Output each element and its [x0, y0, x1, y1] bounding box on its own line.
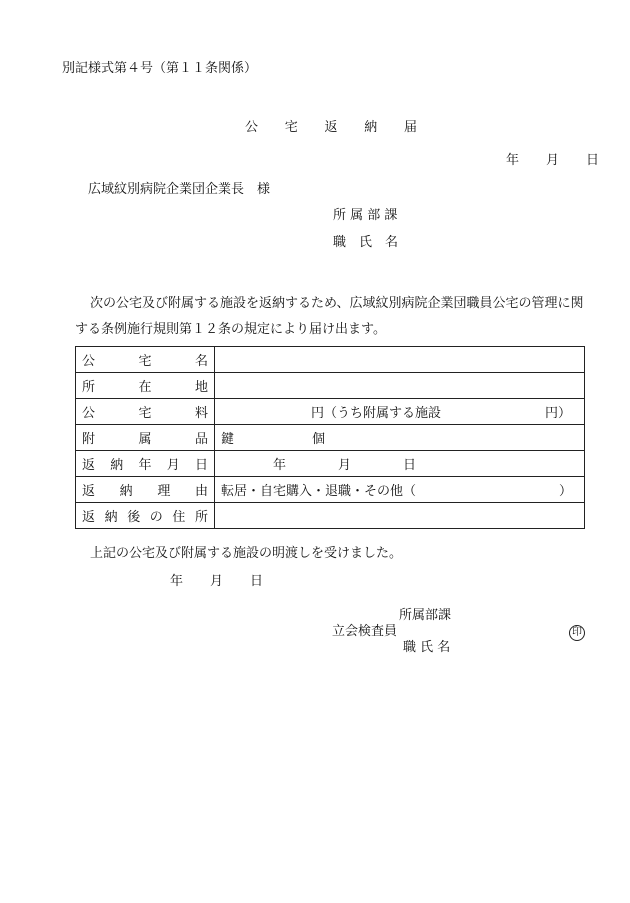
row-value[interactable]: 転居・自宅購入・退職・その他（ ） [215, 477, 585, 503]
table-row [76, 347, 585, 373]
row-label: 返 納 年 月 日 [76, 451, 215, 477]
title-char: 宅 [284, 120, 298, 135]
applicant-dept-label: 所 属 部 課 [333, 208, 398, 223]
table-row [76, 425, 585, 451]
row-label: 所 在 地 [76, 373, 215, 399]
inspector-dept-label: 所属部課 [399, 608, 452, 623]
row-label: 附 属 品 [76, 425, 215, 451]
form-title [245, 116, 417, 135]
row-label: 公 宅 名 [76, 347, 215, 373]
title-char: 届 [403, 120, 417, 135]
row-value[interactable]: 鍵 個 [215, 425, 585, 451]
table-row [76, 477, 585, 503]
form-number: 別記様式第４号（第１１条関係） [62, 61, 258, 76]
addressee: 広域紋別病院企業団企業長 様 [88, 182, 271, 197]
table-row [76, 373, 585, 399]
row-value[interactable] [215, 373, 585, 399]
intro-text-line2: する条例施行規則第１２条の規定により届け出ます。 [75, 322, 386, 337]
seal-mark: 印 [569, 625, 585, 641]
row-value[interactable] [215, 347, 585, 373]
title-char: 公 [245, 120, 259, 135]
row-value[interactable]: 円（うち附属する施設 円） [215, 399, 585, 425]
row-label: 公 宅 料 [76, 399, 215, 425]
inspector-name-label: 職 氏 名 [403, 640, 451, 655]
return-form-table [75, 346, 585, 529]
table-row [76, 451, 585, 477]
row-label: 返 納 後 の 住 所 [76, 503, 215, 529]
table-row [76, 503, 585, 529]
date-year: 年 [506, 153, 520, 168]
confirmation-text: 上記の公宅及び附属する施設の明渡しを受けました。 [90, 546, 403, 561]
title-char: 納 [364, 120, 378, 135]
intro-text-line1: 次の公宅及び附属する施設を返納するため、広域紋別病院企業団職員公宅の管理に関 [90, 296, 584, 311]
date-day: 日 [250, 574, 264, 589]
row-label: 返 納 理 由 [76, 477, 215, 503]
date-year: 年 [170, 574, 184, 589]
date-day: 日 [586, 153, 600, 168]
inspector-role-label: 立会検査員 [332, 624, 398, 639]
date-month: 月 [546, 153, 560, 168]
row-value[interactable]: 年 月 日 [215, 451, 585, 477]
table-row [76, 399, 585, 425]
applicant-name-label: 職 氏 名 [333, 235, 399, 250]
date-month: 月 [210, 574, 224, 589]
row-value[interactable] [215, 503, 585, 529]
title-char: 返 [324, 120, 338, 135]
